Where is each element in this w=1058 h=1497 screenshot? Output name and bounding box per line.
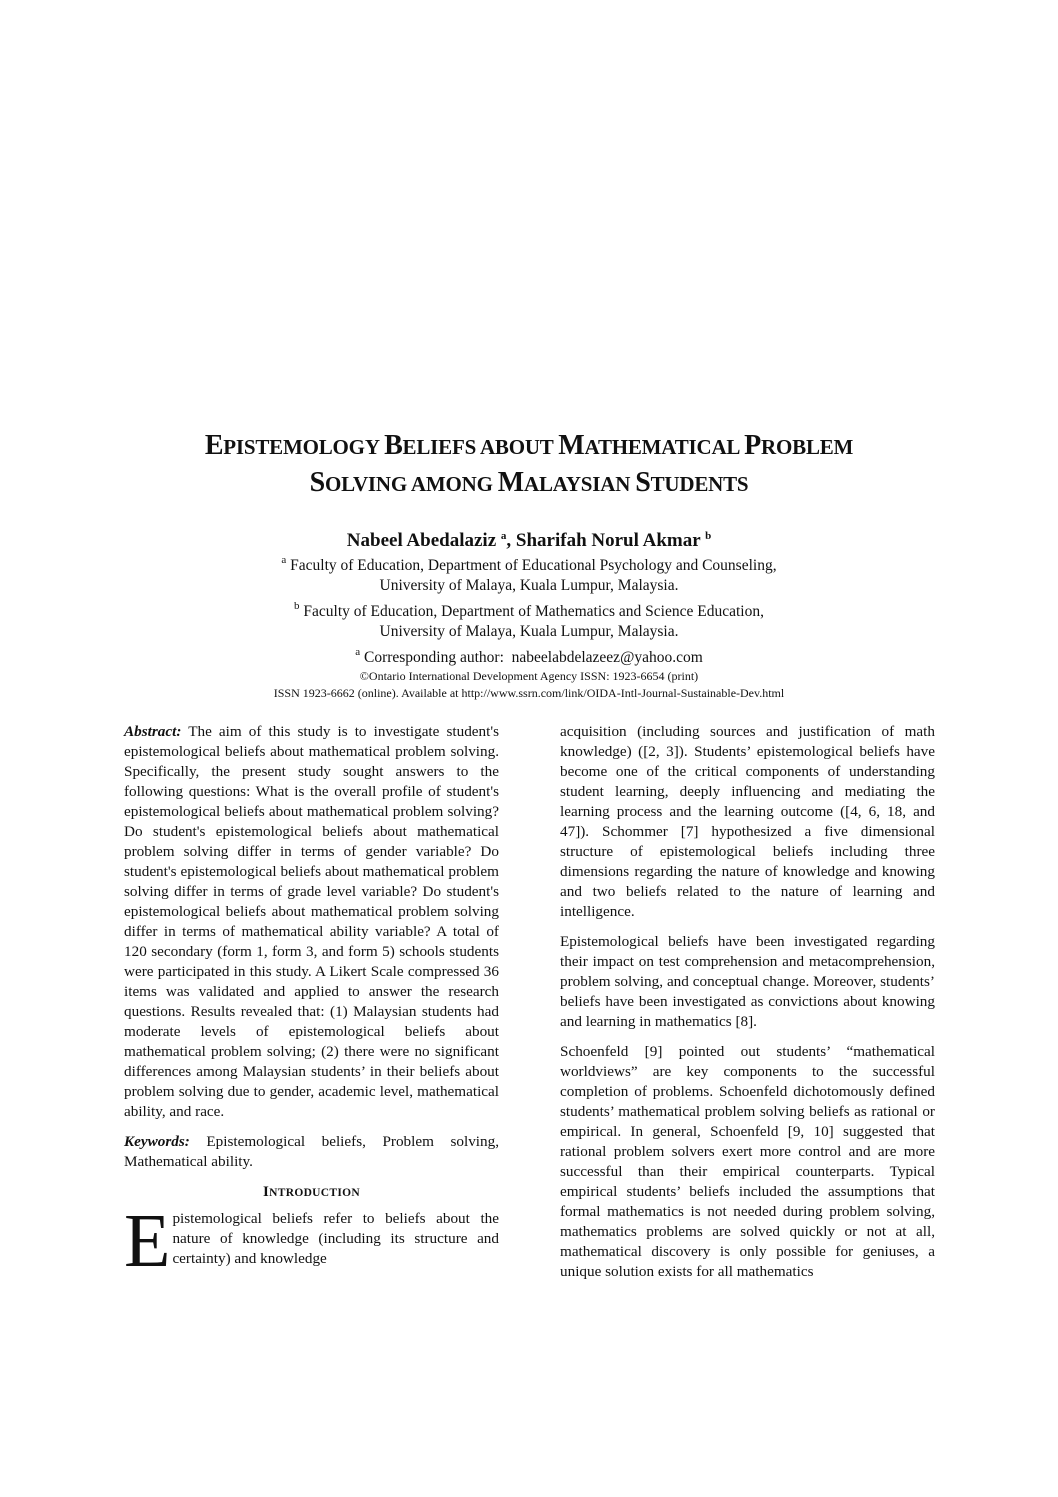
abstract-label: Abstract:: [124, 723, 182, 740]
heading-rest: NTRODUCTION: [269, 1187, 360, 1199]
title-word: ROBLEM: [761, 435, 854, 459]
affiliation-marker: b: [294, 600, 300, 612]
keywords-text: Epistemological beliefs, Problem solving, Mathematical ability.: [124, 1133, 500, 1170]
keywords: [124, 1132, 499, 1172]
title-word: OLVING AMONG: [324, 472, 498, 496]
title-word: P: [744, 430, 762, 461]
title-word: S: [309, 467, 325, 498]
title-word: TUDENTS: [650, 472, 749, 496]
corresponding-label: Corresponding author:: [363, 649, 504, 666]
corresponding-email[interactable]: nabeelabdelazeez@yahoo.com: [511, 649, 703, 666]
affiliation-marker: a: [281, 554, 287, 566]
author-list: [60, 524, 998, 553]
author-name: Sharifah Norul Akmar: [515, 530, 701, 551]
affiliation-text: Faculty of Education, Department of Mathematics and Science Education,: [303, 603, 764, 620]
affiliation-b: [60, 596, 998, 622]
title-word: E: [204, 430, 224, 461]
title-word: M: [497, 467, 525, 498]
publication-line: ISSN 1923-6662 (online). Available at http://www.ssrn.com/link/OIDA-Intl-Journal-Sustainable-Dev.html: [273, 686, 785, 700]
author-affiliation-marker: b: [705, 530, 712, 542]
paper-title: [60, 428, 998, 502]
abstract: [124, 722, 499, 1122]
keywords-label: Keywords:: [124, 1133, 190, 1150]
affiliation-text: University of Malaya, Kuala Lumpur, Malaysia.: [379, 623, 679, 640]
abstract-text: The aim of this study is to investigate student's epistemological beliefs about mathematical problem solving. Specifically, the present study sought answers to the following questions: What is the overall profile of student's epistemological beliefs about mathematical problem solving? Do student's epistemological beliefs about mathematical problem solving differ in terms of gender variable? Do student's epistemological beliefs about mathematical problem solving differ in terms of grade level variable? Do student's epistemological beliefs about mathematical problem solving differ in terms of mathematical ability variable? A total of 120 secondary (form 1, form 3, and form 5) schools students were participated in this study. A Likert Scale compressed 36 items was validated and applied to answer the research questions. Results revealed that: (1) Malaysian students had moderate levels of epistemological beliefs about mathematical problem solving; (2) there were no significant differences among Malaysian students’ in their beliefs about problem solving due to gender, academic level, mathematical ability, and race.: [124, 723, 499, 1120]
affiliation-marker: a: [355, 646, 361, 658]
title-word: ATHEMATICAL: [584, 435, 745, 459]
title-word: S: [635, 467, 651, 498]
paragraph-text: pistemological beliefs refer to beliefs about the nature of knowledge (including its structure and certainty) and knowledge: [172, 1210, 499, 1267]
introduction-paragraph-3: Schoenfeld [9] pointed out students’ “mathematical worldviews” are key components to the successful completion of problems. Schoenfeld dichotomously defined students’ mathematical problem solving beliefs as rational or empirical. In general, Schoenfeld [9, 10] suggested that rational problem solvers exert more control and are more successful than their empirical counterparts. Typical empirical students’ beliefs included the assumptions that formal mathematics is not needed during problem solving, mathematics problems are solved quickly or not at all, mathematical discovery is only possible for geniuses, a unique solution exists for all mathematics: [560, 1043, 935, 1280]
left-column: [124, 722, 500, 1283]
author-name: Nabeel Abedalaziz: [346, 530, 497, 551]
drop-cap: E: [124, 1199, 171, 1283]
introduction-paragraph-1-continued: acquisition (including sources and justification of math knowledge) ([2, 3]). Students’ epistemological beliefs have become one of the critical components of understanding student learning, deeply influencing and mediating the learning process and the learning outcome ([4, 6, 18, and 47]). Schommer [7] hypothesized a five dimensional structure of epistemological beliefs including three dimensions regarding the nature of knowledge and knowing and two beliefs related to the nature of learning and intelligence.: [560, 723, 935, 920]
right-column: [560, 722, 935, 1292]
author-separator: ,: [506, 530, 516, 551]
title-word: ALAYSIAN: [524, 472, 636, 496]
introduction-paragraph-1: [124, 1199, 499, 1283]
title-word: PISTEMOLOGY: [223, 435, 385, 459]
section-heading-introduction: [124, 1182, 499, 1203]
heading-cap: I: [263, 1184, 270, 1200]
affiliation-text: University of Malaya, Kuala Lumpur, Malaysia.: [379, 577, 679, 594]
publication-info: [60, 668, 998, 702]
author-affiliation-marker: a: [500, 530, 507, 542]
title-word: M: [558, 430, 585, 461]
affiliation-text: Faculty of Education, Department of Educational Psychology and Counseling,: [290, 557, 777, 574]
title-word: B: [384, 430, 403, 461]
title-word: ELIEFS ABOUT: [402, 435, 559, 459]
affiliations: [60, 550, 998, 668]
corresponding-author: [60, 642, 998, 668]
title-line-1: [60, 428, 998, 465]
title-line-2: [60, 465, 998, 502]
introduction-paragraph-2: Epistemological beliefs have been investigated regarding their impact on test comprehension and metacomprehension, problem solving, and conceptual change. Moreover, students’ beliefs have been investigated as convictions about knowing and learning in mathematics [8].: [560, 933, 935, 1030]
affiliation-a: [60, 550, 998, 576]
publication-line: ©Ontario International Development Agency ISSN: 1923-6654 (print): [359, 669, 699, 683]
